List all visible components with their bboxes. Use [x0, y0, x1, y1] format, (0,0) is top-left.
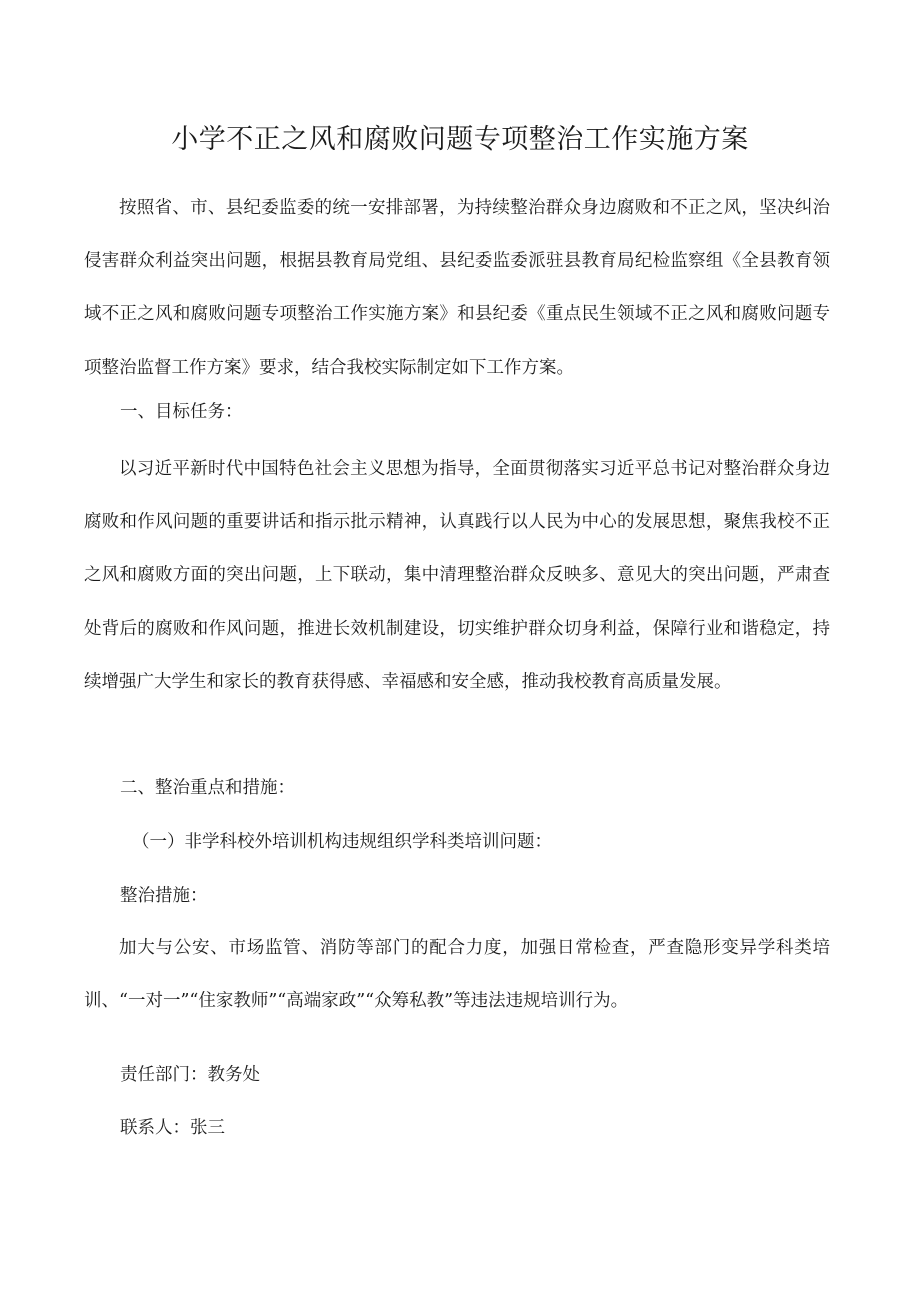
document-title: 小学不正之风和腐败问题专项整治工作实施方案 — [171, 124, 749, 155]
item-1-heading: （一）非学科校外培训机构违规组织学科类培训问题： — [132, 832, 552, 852]
section-1-heading: 一、目标任务： — [120, 402, 243, 422]
section-1-body: 以习近平新时代中国特色社会主义思想为指导，全面贯彻落实习近平总书记对整治群众身边腐败和作风问题的重要讲话和指示批示精神，认真践行以人民为中心的发展思想，聚焦我校不正之风和腐败方面的突出问题，上下联动，集中清理整治群众反映多、意见大的突出问题，严肃查处背后的腐败和作风问题，推进长效机制建设，切实维护群众切身利益，保障行业和谐稳定，持续增强广大学生和家长的教育获得感、幸福感和安全感，推动我校教育高质量发展。 — [84, 459, 830, 692]
measures-label: 整治措施： — [120, 886, 208, 906]
intro-paragraph: 按照省、市、县纪委监委的统一安排部署，为持续整治群众身边腐败和不正之风，坚决纠治侵害群众利益突出问题，根据县教育局党组、县纪委监委派驻县教育局纪检监察组《全县教育领域不正之风和腐败问题专项整治工作实施方案》和县纪委《重点民生领域不正之风和腐败问题专项整治监督工作方案》要求，结合我校实际制定如下工作方案。 — [84, 198, 830, 378]
section-2-heading: 二、整治重点和措施： — [120, 778, 295, 798]
responsible-department: 责任部门：教务处 — [120, 1065, 260, 1085]
measures-body: 加大与公安、市场监管、消防等部门的配合力度，加强日常检查，严查隐形变异学科类培训、“一对一”“住家教师”“高端家政”“众筹私教”等违法违规培训行为。 — [84, 938, 830, 1012]
contact-person: 联系人：张三 — [120, 1118, 225, 1138]
